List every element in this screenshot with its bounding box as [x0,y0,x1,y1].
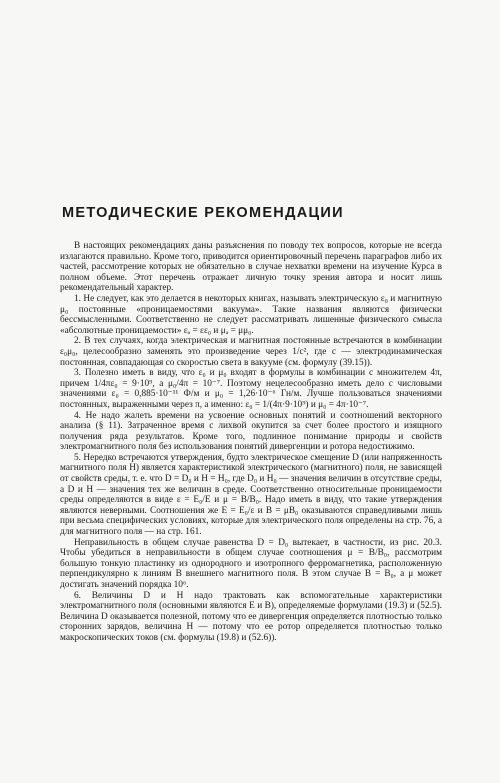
paragraph-2: 2. В тех случаях, когда электрическая и магнитная постоянные встречаются в комбинации ε₀μ₀, целесообразно заменять это произведение через 1/c², где c — электродинамическая постоянная, совпадающая со скоростью света в вакууме (см. формулу (39.15)). [60,336,442,368]
paragraph-4: 4. Не надо жалеть времени на усвоение основных понятий и соотношений векторного анализа (§ 11). Затраченное время с лихвой окупится за счет более простого и изящного получения ряда результатов. Кроме того, подлинное понимание природы и свойств электромагнитного поля без использования понятий дивергенции и ротора недостижимо. [60,410,442,453]
paragraph-3: 3. Полезно иметь в виду, что ε₀ и μ₀ входят в формулы в комбинации с множителем 4π, причем 1/4πε₀ = 9·10⁹, а μ₀/4π = 10⁻⁷. Поэтому нецелесообразно иметь дело с числовыми значениями ε₀ = 0,885·10⁻¹¹ Ф/м и μ₀ = 1,26·10⁻⁶ Гн/м. Лучше пользоваться значениями постоянных, выраженными через π, а именно: ε₀ = 1/(4π·9·10⁹) и μ₀ = 4π·10⁻⁷. [60,368,442,410]
paragraph-1: 1. Не следует, как это делается в некоторых книгах, называть электрическую ε₀ и магнитную μ₀ постоянные «проницаемостями вакуума». Такие названия являются физически бессмысленными. Соответственно не следует рассматривать лишенные физического смысла «абсолютные проницаемости» εₐ = εε₀ и μₐ = μμ₀. [60,293,442,336]
paragraph-intro: В настоящих рекомендациях даны разъяснения по поводу тех вопросов, которые не всегда излагаются правильно. Кроме того, приводится ориентировочный перечень параграфов либо их частей, рассмотрение которых не обязательно в случае нехватки времени на изучение Курса в полном объеме. Этот перечень отражает личную точку зрения автора и носит лишь рекомендательный характер. [60,241,442,294]
section-heading: МЕТОДИЧЕСКИЕ РЕКОМЕНДАЦИИ [62,205,344,221]
paragraph-6: 6. Величины D и H надо трактовать как вспомогательные характеристики электромагнитного поля (основными являются E и B), определяемые формулами (19.3) и (52.5). Величина D оказывается полезной, потому что ее дивергенция определяется плотностью только сторонних зарядов, величина H — потому что ее ротор определяется плотностью только макроскопических токов (см. формулы (19.8) и (52.6)). [60,590,442,643]
paragraph-5: 5. Нередко встречаются утверждения, будто электрическое смещение D (или напряженность магнитного поля H) является характеристикой электрического (магнитного) поля, не зависящей от свойств среды, т. е. что D = D₀ и H = H₀, где D₀ и H₀ — значения величин в отсутствие среды, а D и H — значения тех же величин в среде. Соответственно относительные проницаемости среды определяются в виде ε = E₀/E и μ = B/B₀. Надо иметь в виду, что такие утверждения являются неверными. Соотношения же E = E₀/ε и B = μB₀ оказываются справедливыми лишь при весьма специфических условиях, которые для электрического поля определены на стр. 76, а для магнитного поля — на стр. 161. [60,452,443,538]
paragraph-5-continued: Неправильность в общем случае равенства D = D₀ вытекает, в частности, из рис. 20.3. Чтобы убедиться в неправильности в общем случае соотношения μ = B/B₀, рассмотрим большую тонкую пластинку из однородного и изотропного ферромагнетика, расположенную перпендикулярно к линиям B внешнего магнитного поля. В этом случае B = B₀, а μ может достигать значений порядка 10⁶. [60,537,442,590]
body-text [60,241,442,644]
